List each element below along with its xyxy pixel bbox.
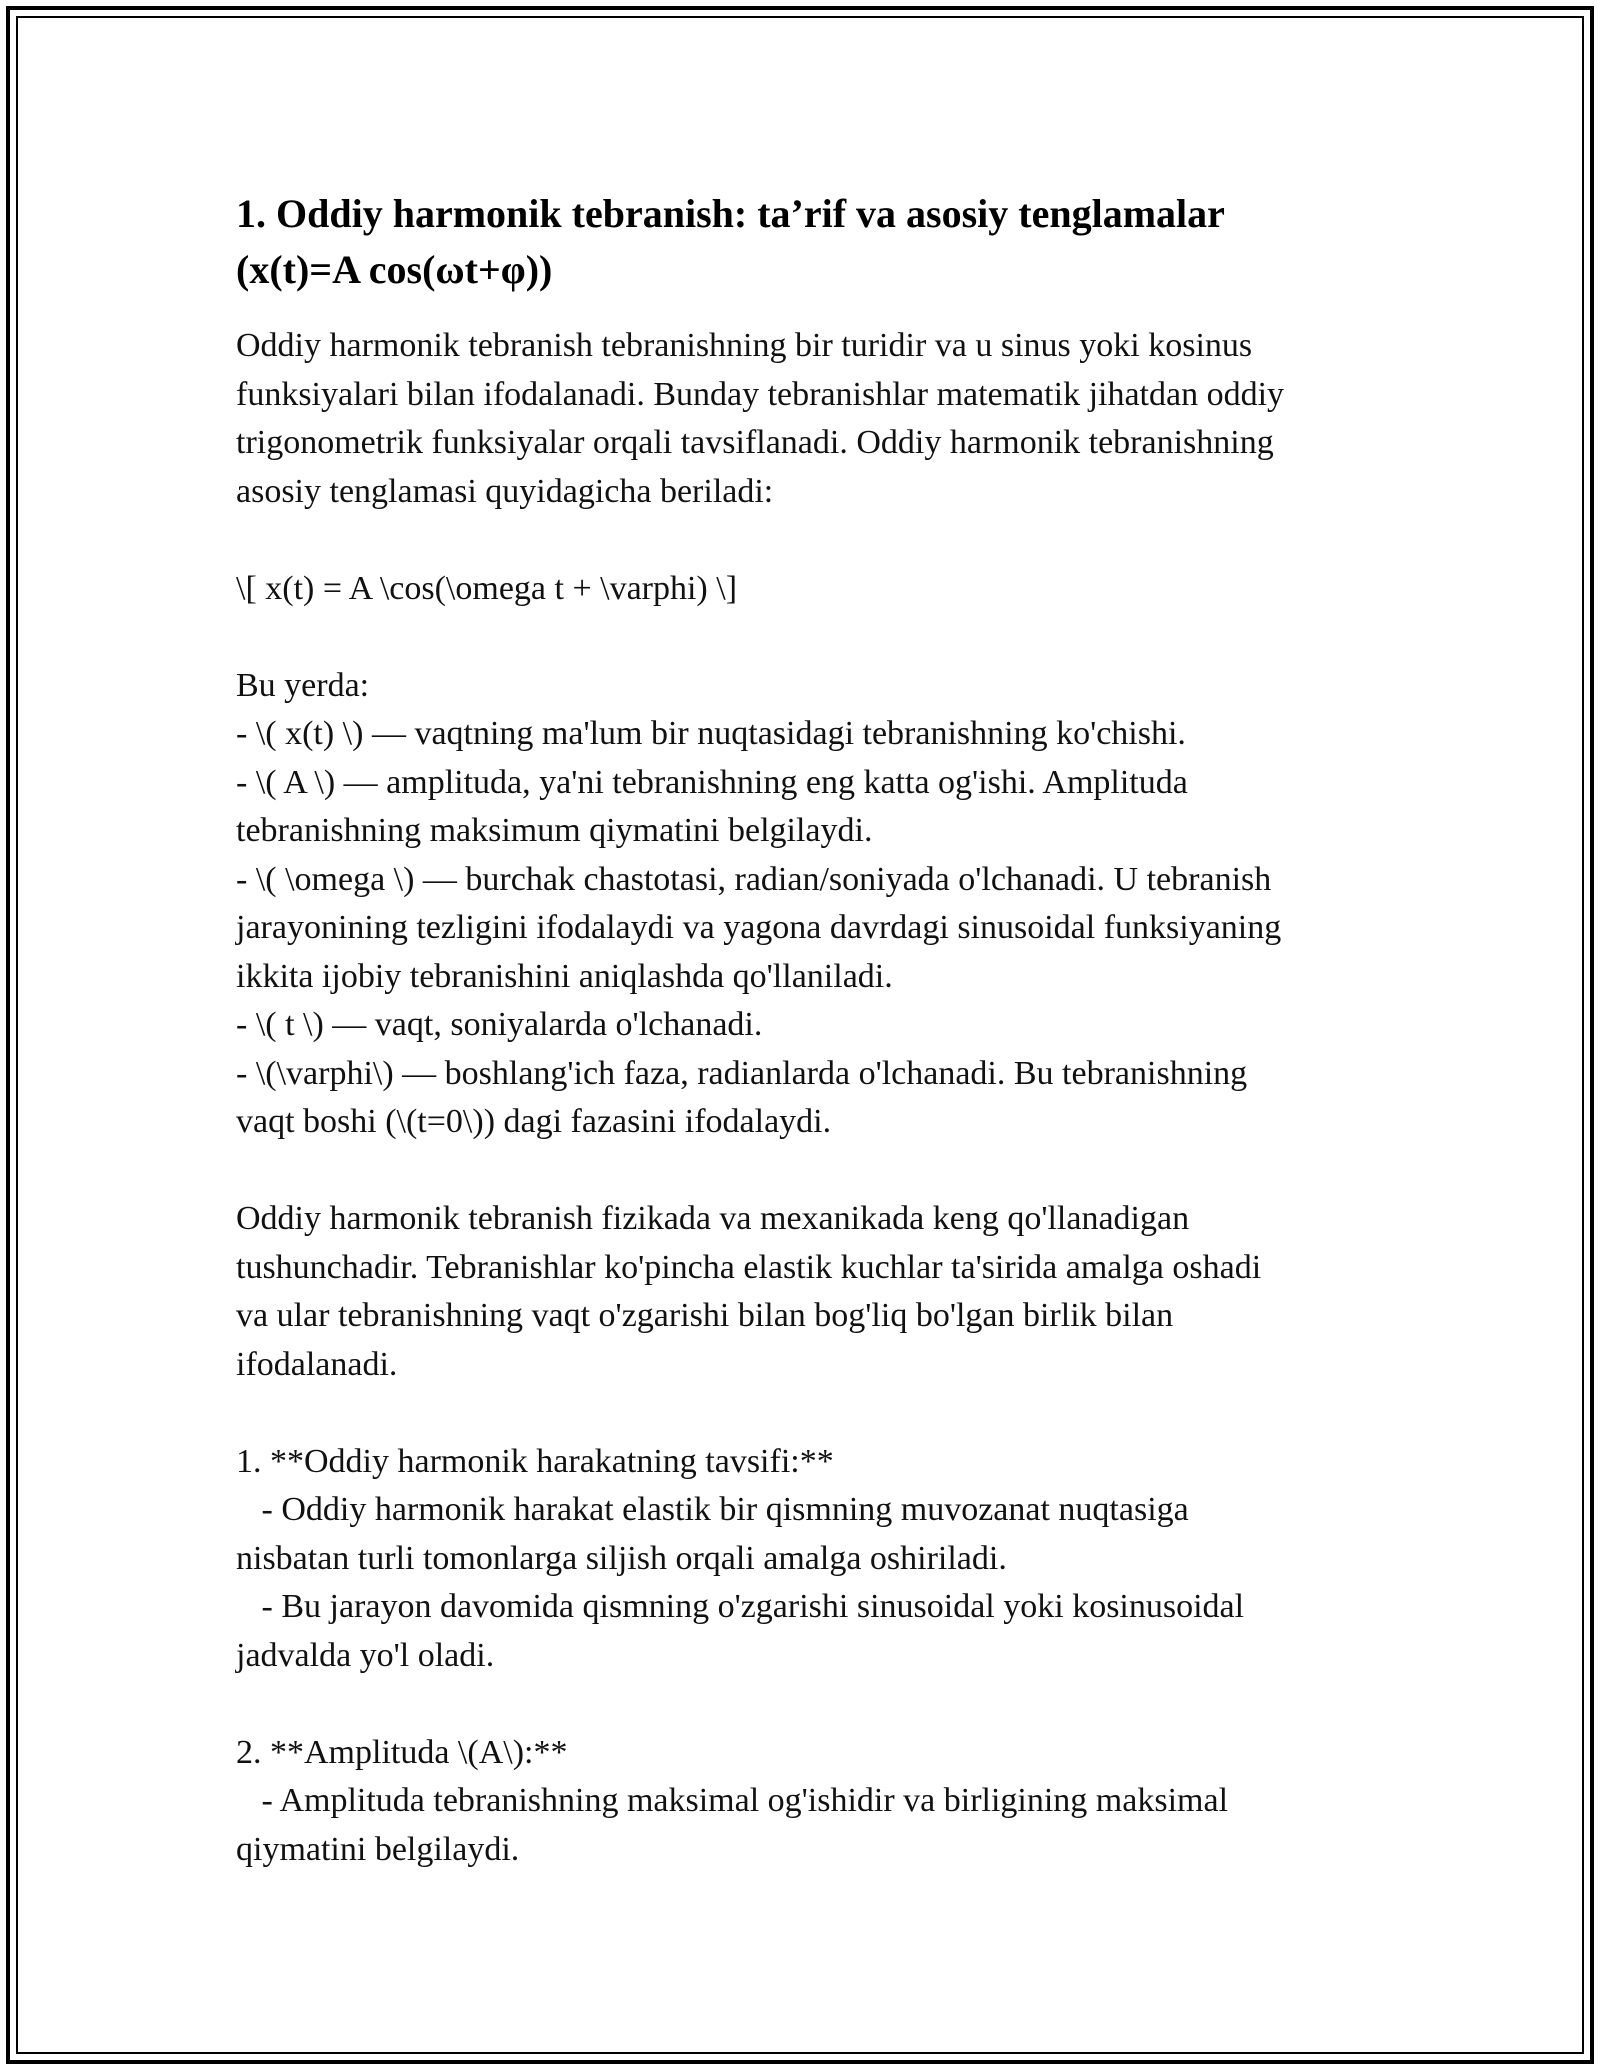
text-line bbox=[236, 1147, 1386, 1196]
text-line: Oddiy harmonik tebranish fizikada va mexanikada keng qo'llanadigan bbox=[236, 1200, 1190, 1237]
text-line: - \(\varphi\) — boshlang'ich faza, radianlarda o'lchanadi. Bu tebranishning bbox=[236, 1054, 1248, 1092]
text-line bbox=[236, 1389, 1386, 1438]
text-line: jadvalda yo'l oladi. bbox=[236, 1636, 495, 1674]
text-line: ikkita ijobiy tebranishini aniqlashda qo'llaniladi. bbox=[236, 957, 893, 995]
text-line: - \( \omega \) — burchak chastotasi, radian/soniyada o'lchanadi. U tebranish bbox=[236, 860, 1272, 898]
text-line: - Oddiy harmonik harakat elastik bir qismning muvozanat nuqtasiga bbox=[236, 1491, 1189, 1528]
text-line bbox=[236, 516, 1386, 565]
text-line: - \( t \) — vaqt, soniyalarda o'lchanadi. bbox=[236, 1006, 763, 1043]
text-line: Bu yerda: bbox=[236, 666, 370, 704]
text-line: - Amplituda tebranishning maksimal og'ishidir va birligining maksimal bbox=[236, 1782, 1229, 1819]
section-heading bbox=[236, 186, 1386, 298]
document-content bbox=[236, 186, 1386, 1874]
heading-line: (x(t)=A cos(ωt+φ)) bbox=[236, 247, 553, 292]
text-line: tebranishning maksimum qiymatini belgilaydi. bbox=[236, 812, 873, 849]
text-line: tushunchadir. Tebranishlar ko'pincha elastik kuchlar ta'sirida amalga oshadi bbox=[236, 1248, 1262, 1286]
text-line: funksiyalari bilan ifodalanadi. Bunday tebranishlar matematik jihatdan oddiy bbox=[236, 375, 1285, 413]
heading-line: 1. Oddiy harmonik tebranish: ta’rif va asosiy tenglamalar bbox=[236, 191, 1225, 236]
text-line bbox=[236, 1680, 1386, 1729]
text-line: - \( x(t) \) — vaqtning ma'lum bir nuqtasidagi tebranishning ko'chishi. bbox=[236, 715, 1186, 752]
text-line: 1. **Oddiy harmonik harakatning tavsifi:** bbox=[236, 1442, 834, 1480]
text-line: asosiy tenglamasi quyidagicha beriladi: bbox=[236, 472, 774, 510]
text-line: 2. **Amplituda \(A\):** bbox=[236, 1733, 568, 1771]
text-line bbox=[236, 613, 1386, 662]
text-line: nisbatan turli tomonlarga siljish orqali amalga oshiriladi. bbox=[236, 1539, 1007, 1577]
text-line: trigonometrik funksiyalar orqali tavsiflanadi. Oddiy harmonik tebranishning bbox=[236, 424, 1274, 461]
body-text bbox=[236, 322, 1386, 1874]
text-line: jarayonining tezligini ifodalaydi va yagona davrdagi sinusoidal funksiyaning bbox=[236, 909, 1282, 946]
text-line: - \( A \) — amplituda, ya'ni tebranishning eng katta og'ishi. Amplituda bbox=[236, 763, 1188, 801]
text-line: \[ x(t) = A \cos(\omega t + \varphi) \] bbox=[236, 569, 738, 607]
text-line: Oddiy harmonik tebranish tebranishning bir turidir va u sinus yoki kosinus bbox=[236, 327, 1253, 364]
text-line: qiymatini belgilaydi. bbox=[236, 1830, 520, 1868]
text-line: ifodalanadi. bbox=[236, 1345, 398, 1383]
text-line: vaqt boshi (\(t=0\)) dagi fazasini ifodalaydi. bbox=[236, 1103, 832, 1140]
text-line: va ular tebranishning vaqt o'zgarishi bilan bog'liq bo'lgan birlik bilan bbox=[236, 1297, 1174, 1334]
text-line: - Bu jarayon davomida qismning o'zgarishi sinusoidal yoki kosinusoidal bbox=[236, 1588, 1245, 1625]
